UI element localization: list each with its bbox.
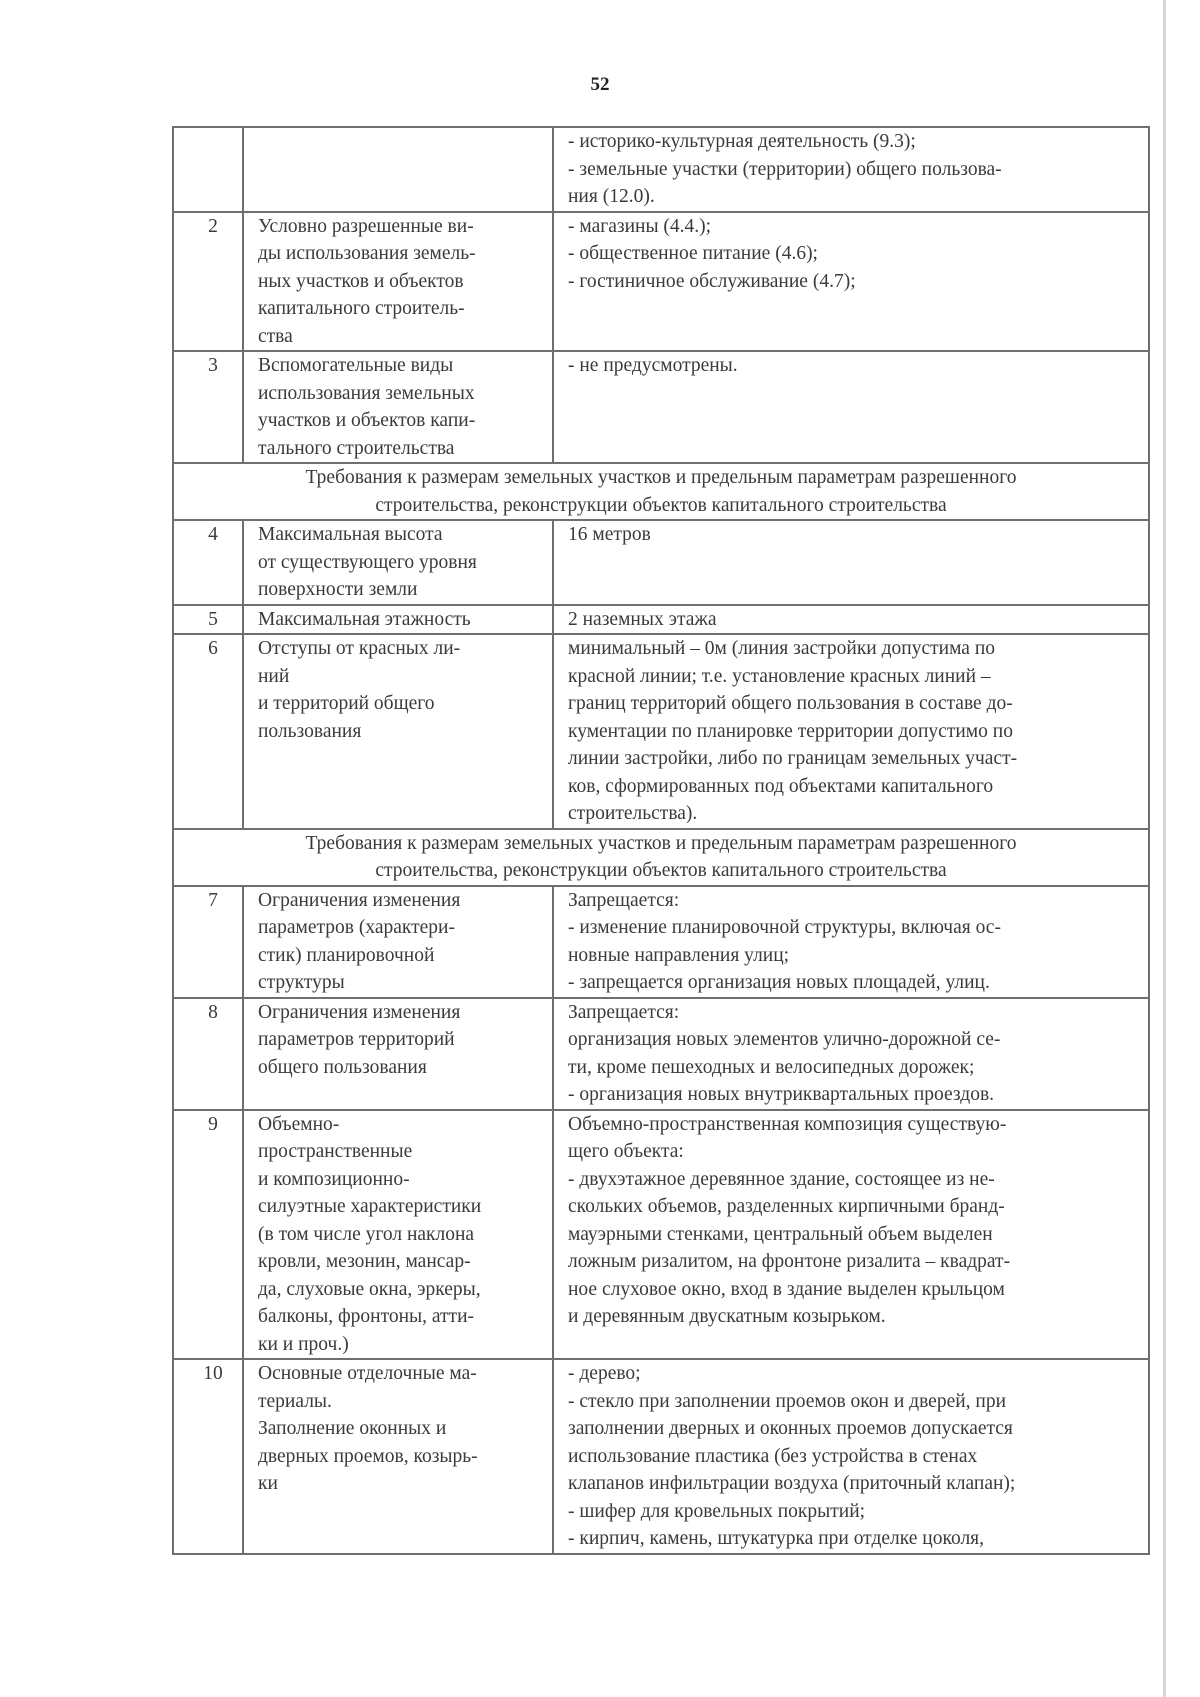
cell-line: (в том числе угол наклона <box>258 1223 475 1245</box>
cell-line: Вспомогательные виды <box>258 355 454 376</box>
cell-line: Условно разрешенные ви- <box>258 215 474 237</box>
table-row <box>173 605 1149 635</box>
cell-line: - организация новых внутриквартальных проездов. <box>568 1084 995 1105</box>
cell-line: Требования к размерам земельных участков и предельным параметрам разрешенного <box>305 467 1017 488</box>
parameter-value-cell <box>553 998 1149 1110</box>
cell-line: ложным ризалитом, на фронтоне ризалита – квадрат- <box>568 1251 1011 1272</box>
cell-line: Запрещается: <box>568 889 680 911</box>
cell-line: использования земельных <box>258 382 475 404</box>
row-number-cell: 2 <box>173 212 243 352</box>
row-number-cell <box>173 127 243 212</box>
cell-line: Объемно- <box>258 1113 340 1135</box>
section-header-cell <box>173 829 1149 886</box>
parameter-value-cell <box>553 605 1149 635</box>
cell-line: общего пользования <box>258 1056 427 1078</box>
row-number-cell: 5 <box>173 605 243 635</box>
section-header-row <box>173 829 1149 886</box>
parameter-value-cell <box>553 520 1149 605</box>
cell-line: - не предусмотрены. <box>568 355 738 376</box>
cell-line: границ территорий общего пользования в составе до- <box>568 693 1013 714</box>
cell-line: силуэтные характеристики <box>258 1196 482 1217</box>
cell-line: да, слуховые окна, эркеры, <box>258 1278 481 1300</box>
cell-line: и территорий общего <box>258 693 435 714</box>
table-row <box>173 1359 1149 1554</box>
cell-line: ков, сформированных под объектами капитального <box>568 775 994 797</box>
cell-line: - кирпич, камень, штукатурка при отделке цоколя, <box>568 1528 985 1549</box>
parameter-value-cell <box>553 634 1149 829</box>
cell-line: 2 наземных этажа <box>568 608 717 630</box>
cell-line: Объемно-пространственная композиция существую- <box>568 1113 1007 1135</box>
table-row <box>173 212 1149 352</box>
regulations-table <box>172 126 1150 1555</box>
row-number-cell: 7 <box>173 886 243 998</box>
cell-line: - двухэтажное деревянное здание, состоящее из не- <box>568 1168 995 1190</box>
parameter-name-cell <box>243 127 553 212</box>
cell-line: красной линии; т.е. установление красных линий – <box>568 665 991 687</box>
table-row <box>173 886 1149 998</box>
cell-line: кументации по планировке территории допустимо по <box>568 720 1013 742</box>
cell-line: - историко-культурная деятельность (9.3); <box>568 131 916 152</box>
parameter-name-cell <box>243 212 553 352</box>
cell-line: ки <box>258 1473 278 1494</box>
cell-line: заполнении дверных и оконных проемов допускается <box>568 1418 1013 1439</box>
cell-line: Максимальная этажность <box>258 608 471 630</box>
table-row <box>173 998 1149 1110</box>
parameter-value-cell <box>553 127 1149 212</box>
table-row <box>173 520 1149 605</box>
table-row <box>173 127 1149 212</box>
cell-line: ных участков и объектов <box>258 270 464 292</box>
cell-line: линии застройки, либо по границам земельных участ- <box>568 748 1018 769</box>
cell-line: параметров территорий <box>258 1029 455 1050</box>
cell-line: ния (12.0). <box>568 186 655 207</box>
cell-line: - стекло при заполнении проемов окон и дверей, при <box>568 1390 1007 1412</box>
cell-line: и деревянным двускатным козырьком. <box>568 1306 886 1327</box>
cell-line: Запрещается: <box>568 1001 680 1023</box>
parameter-name-cell <box>243 520 553 605</box>
cell-line: строительства). <box>568 803 698 824</box>
page-number: 52 <box>590 74 610 95</box>
cell-line: - дерево; <box>568 1363 641 1384</box>
cell-line: строительства, реконструкции объектов капитального строительства <box>375 494 947 516</box>
parameter-name-cell <box>243 351 553 463</box>
cell-line: - шифер для кровельных покрытий; <box>568 1500 866 1522</box>
parameter-name-cell <box>243 605 553 635</box>
cell-line: организация новых элементов улично-дорожной се- <box>568 1029 1001 1050</box>
cell-line: дверных проемов, козырь- <box>258 1445 478 1467</box>
cell-line: использование пластика (без устройства в стенах <box>568 1445 978 1467</box>
cell-line: - изменение планировочной структуры, включая ос- <box>568 917 1001 938</box>
table-row <box>173 1110 1149 1360</box>
cell-line: минимальный – 0м (линия застройки допустима по <box>568 638 996 659</box>
cell-line: мауэрными стенками, центральный объем выделен <box>568 1223 993 1245</box>
cell-line: поверхности земли <box>258 579 418 600</box>
row-number-cell: 8 <box>173 998 243 1110</box>
parameter-name-cell <box>243 886 553 998</box>
table-row <box>173 634 1149 829</box>
cell-line: - земельные участки (территории) общего пользова- <box>568 158 1002 180</box>
section-header-cell <box>173 463 1149 520</box>
cell-line: строительства, реконструкции объектов капитального строительства <box>375 860 947 881</box>
cell-line: кровли, мезонин, мансар- <box>258 1251 471 1272</box>
cell-line: териалы. <box>258 1390 332 1412</box>
cell-line: Ограничения изменения <box>258 1001 461 1023</box>
cell-line: Отступы от красных ли- <box>258 638 461 659</box>
cell-line: ки и проч.) <box>258 1333 349 1355</box>
cell-line: - магазины (4.4.); <box>568 215 712 237</box>
section-header-row <box>173 463 1149 520</box>
cell-line: Требования к размерам земельных участков и предельным параметрам разрешенного <box>305 832 1017 854</box>
row-number-cell: 9 <box>173 1110 243 1360</box>
cell-line: щего объекта: <box>568 1141 684 1162</box>
cell-line: ний <box>258 665 290 687</box>
cell-line: скольких объемов, разделенных кирпичными бранд- <box>568 1196 1005 1217</box>
cell-line: ства <box>258 325 293 347</box>
row-number-cell: 10 <box>173 1359 243 1554</box>
row-number-cell: 3 <box>173 351 243 463</box>
cell-line: пространственные <box>258 1141 413 1162</box>
cell-line: клапанов инфильтрации воздуха (приточный клапан); <box>568 1473 1016 1494</box>
cell-line: от существующего уровня <box>258 551 477 573</box>
cell-line: ное слуховое окно, вход в здание выделен крыльцом <box>568 1278 1005 1300</box>
parameter-name-cell <box>243 998 553 1110</box>
cell-line: Максимальная высота <box>258 524 443 545</box>
cell-line: - гостиничное обслуживание (4.7); <box>568 270 856 292</box>
row-number-cell: 4 <box>173 520 243 605</box>
row-number-cell: 6 <box>173 634 243 829</box>
table-row <box>173 351 1149 463</box>
parameter-value-cell <box>553 1359 1149 1554</box>
scan-edge-line <box>1163 0 1166 1697</box>
parameter-value-cell <box>553 1110 1149 1360</box>
cell-line: ти, кроме пешеходных и велосипедных дорожек; <box>568 1056 975 1078</box>
cell-line: Заполнение оконных и <box>258 1418 447 1439</box>
cell-line: новные направления улиц; <box>568 944 790 966</box>
regulations-table-body <box>173 127 1149 1554</box>
cell-line: капитального строитель- <box>258 298 465 319</box>
cell-line: 16 метров <box>568 524 651 545</box>
cell-line: и композиционно- <box>258 1168 410 1190</box>
cell-line: участков и объектов капи- <box>258 410 476 431</box>
cell-line: структуры <box>258 972 345 993</box>
parameter-name-cell <box>243 634 553 829</box>
cell-line: Основные отделочные ма- <box>258 1363 477 1384</box>
cell-line: параметров (характери- <box>258 917 455 938</box>
cell-line: - запрещается организация новых площадей, улиц. <box>568 972 990 993</box>
parameter-value-cell <box>553 886 1149 998</box>
parameter-name-cell <box>243 1359 553 1554</box>
cell-line: - общественное питание (4.6); <box>568 243 818 264</box>
cell-line: балконы, фронтоны, атти- <box>258 1306 474 1327</box>
parameter-value-cell <box>553 212 1149 352</box>
cell-line: ды использования земель- <box>258 243 476 264</box>
cell-line: Ограничения изменения <box>258 889 461 911</box>
parameter-value-cell <box>553 351 1149 463</box>
cell-line: стик) планировочной <box>258 944 435 966</box>
cell-line: пользования <box>258 720 362 742</box>
parameter-name-cell <box>243 1110 553 1360</box>
cell-line: тального строительства <box>258 437 455 459</box>
